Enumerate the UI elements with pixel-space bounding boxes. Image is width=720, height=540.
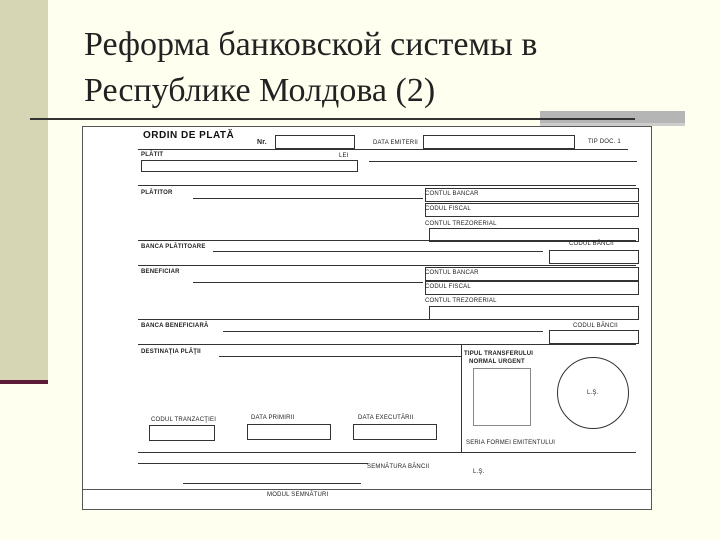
receipt-date-label: DATA PRIMIRII <box>251 415 295 421</box>
amount-words-line <box>369 161 637 162</box>
issuer-series-label: SERIA FORMEI EMITENTULUI <box>466 440 556 446</box>
footer-text: MODUL SEMNĂTURI <box>267 492 329 498</box>
stamp-label-2: L.Ş. <box>473 469 485 475</box>
transfer-normal-urgent: NORMAL URGENT <box>469 359 525 365</box>
separator-vertical <box>461 344 462 452</box>
beneficiary-fiscal-label: CODUL FISCAL <box>425 284 471 290</box>
beneficiary-name-line <box>193 282 423 283</box>
payer-fiscal-label: CODUL FISCAL <box>425 206 471 212</box>
payer-name-line <box>193 198 423 199</box>
side-accent-line <box>0 380 48 384</box>
beneficiary-account-label: CONTUL BANCAR <box>425 270 479 276</box>
beneficiary-bank-code-field[interactable] <box>549 330 639 344</box>
payer-bank-line <box>213 251 543 252</box>
payer-treasury-label: CONTUL TREZORERIAL <box>425 221 497 227</box>
beneficiary-label: BENEFICIAR <box>141 269 180 275</box>
beneficiary-bank-label: BANCA BENEFICIARĂ <box>141 323 209 329</box>
title-line-1: Реформа банковской системы в <box>84 26 538 63</box>
payer-bank-code-field[interactable] <box>549 250 639 264</box>
transaction-code-label: CODUL TRANZACŢIEI <box>151 417 217 423</box>
stamp-label: L.Ş. <box>587 390 599 396</box>
beneficiary-account-field[interactable] <box>425 267 639 281</box>
separator <box>138 265 636 266</box>
payer-label: PLĂTITOR <box>141 190 173 196</box>
nr-label: Nr. <box>257 139 267 146</box>
payment-order-form <box>82 126 652 510</box>
footer-separator <box>83 489 651 490</box>
beneficiary-treasury-field[interactable] <box>429 306 639 320</box>
doc-type-label: TIP DOC. 1 <box>588 139 621 145</box>
separator <box>138 344 636 345</box>
issue-date-label: DATA EMITERII <box>373 140 419 146</box>
bank-signature-label: SEMNĂTURA BĂNCII <box>367 464 430 470</box>
beneficiary-fiscal-field[interactable] <box>425 281 639 295</box>
nr-field[interactable] <box>275 135 355 149</box>
separator <box>138 319 636 320</box>
payment-purpose-label: DESTINAŢIA PLĂŢII <box>141 349 201 355</box>
transfer-type-label: TIPUL TRANSFERULUI <box>464 351 534 357</box>
separator <box>138 240 636 241</box>
title-rule-accent <box>540 111 685 123</box>
form-title: ORDIN DE PLATĂ <box>143 130 235 141</box>
transfer-type-box[interactable] <box>473 368 531 426</box>
payer-bank-label: BANCA PLĂTITOARE <box>141 244 206 250</box>
issue-date-field[interactable] <box>423 135 575 149</box>
payer-account-field[interactable] <box>425 188 639 202</box>
payer-bank-code-label: CODUL BĂNCII <box>569 241 614 247</box>
transaction-code-field[interactable] <box>149 425 215 441</box>
separator <box>138 452 636 453</box>
title-rule <box>30 118 635 120</box>
separator <box>138 149 628 150</box>
receipt-date-field[interactable] <box>247 424 331 440</box>
execution-date-field[interactable] <box>353 424 437 440</box>
paid-amount-field[interactable] <box>141 160 358 172</box>
lei-label: LEI <box>339 153 349 159</box>
separator <box>138 185 636 186</box>
signature-line-1 <box>138 463 368 464</box>
side-accent-bar <box>0 0 48 384</box>
payer-fiscal-field[interactable] <box>425 203 639 217</box>
slide-title <box>84 22 704 114</box>
execution-date-label: DATA EXECUTĂRII <box>358 415 414 421</box>
signature-line-2 <box>183 483 361 484</box>
beneficiary-bank-code-label: CODUL BĂNCII <box>573 323 618 329</box>
beneficiary-bank-line <box>223 331 543 332</box>
title-line-2: Республике Молдова (2) <box>84 72 436 109</box>
payer-account-label: CONTUL BANCAR <box>425 191 479 197</box>
beneficiary-treasury-label: CONTUL TREZORERIAL <box>425 298 497 304</box>
payment-purpose-line <box>219 356 461 357</box>
paid-label: PLĂTIT <box>141 152 164 158</box>
